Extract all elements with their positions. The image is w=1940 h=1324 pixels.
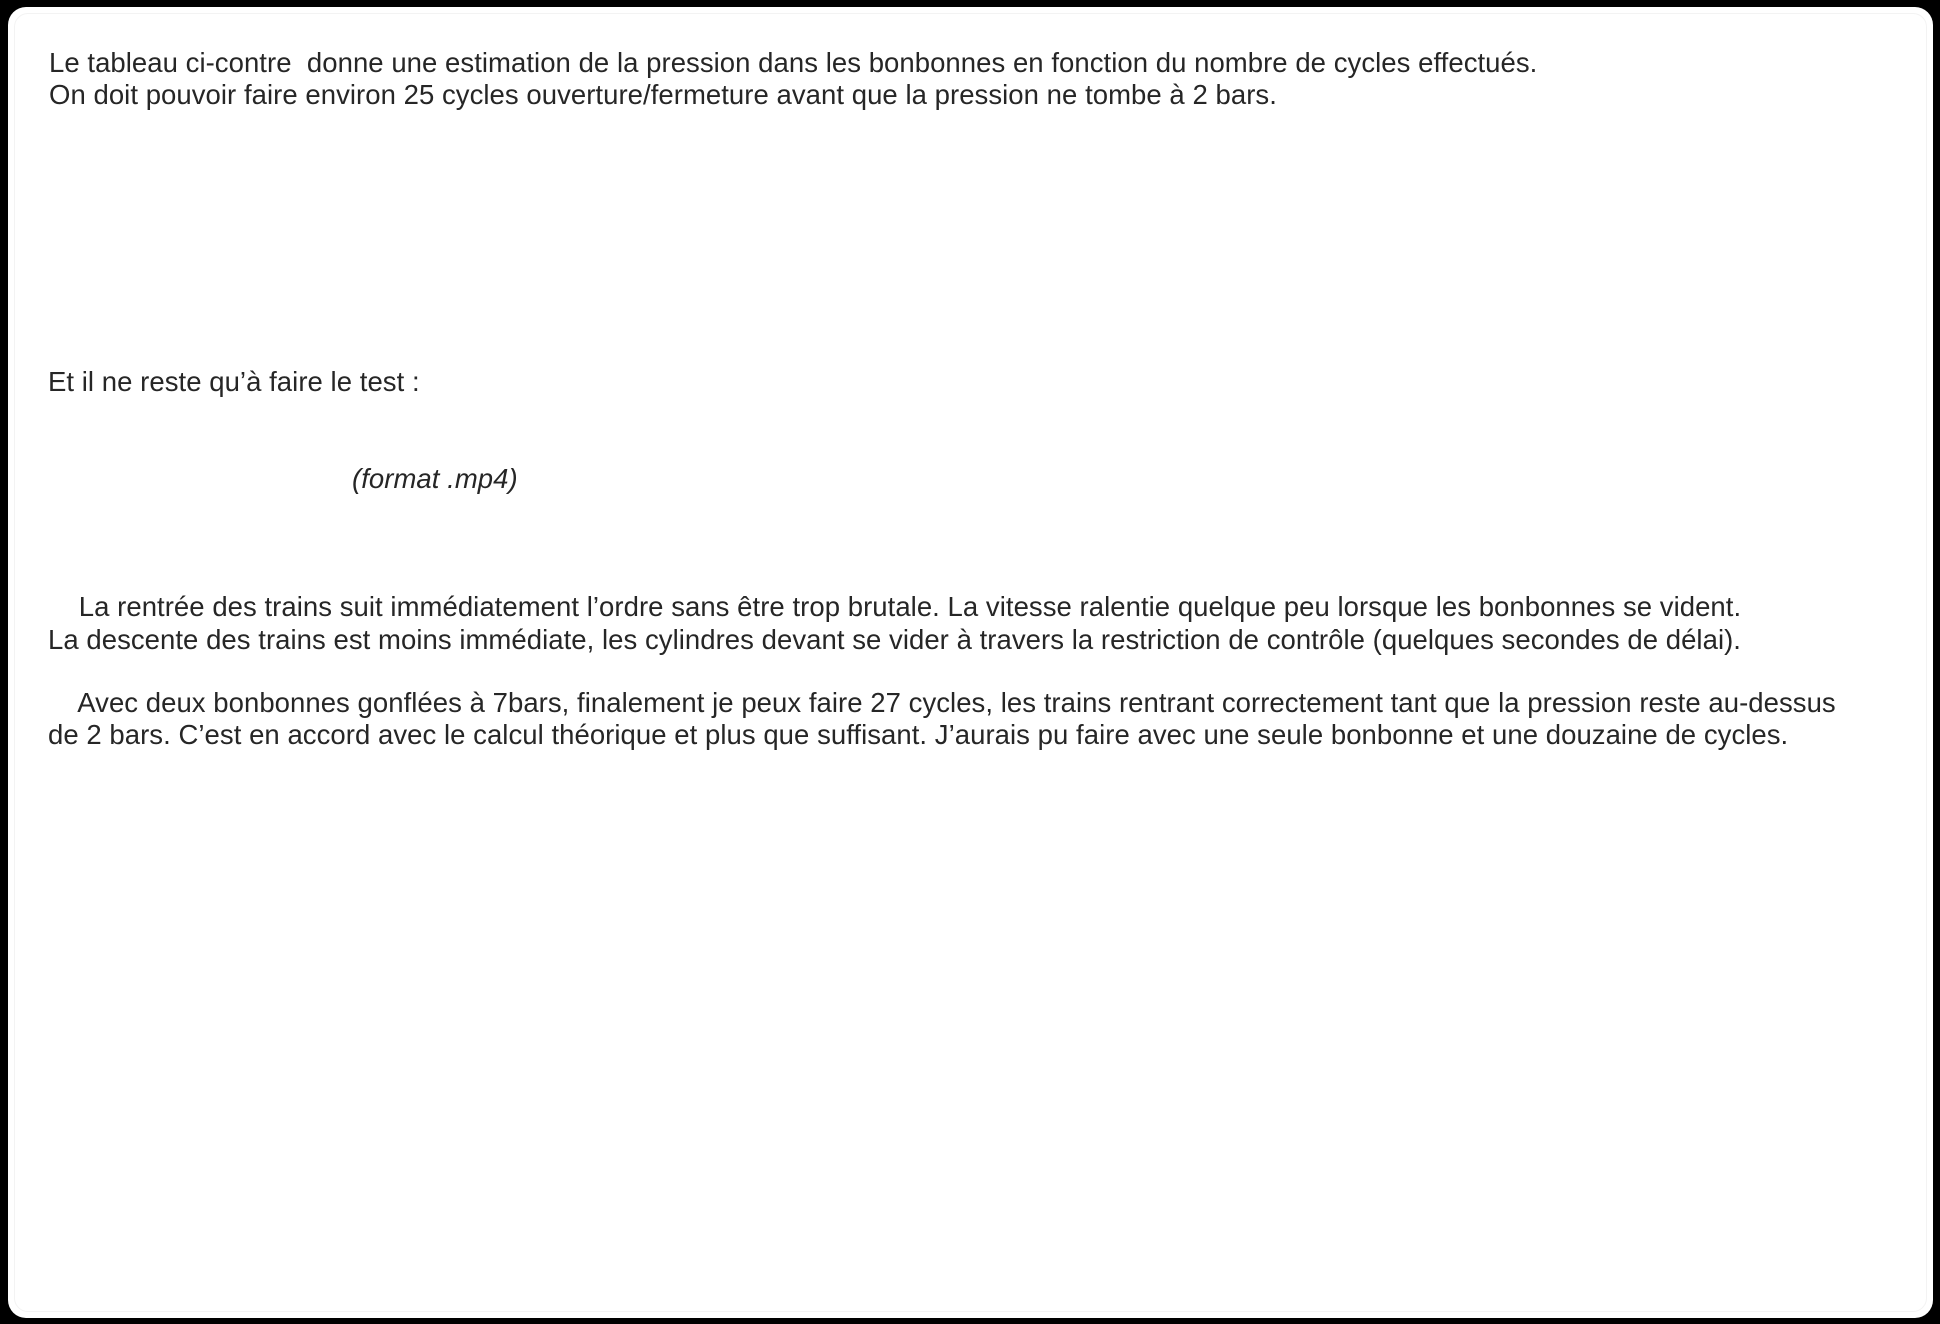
intro-line-1: Le tableau ci-contre donne une estimation de la pression dans les bonbonnes en fonction du nombre de cycles effectués. [49,47,1538,78]
panel-inner-border [14,13,1927,1312]
paragraph-1-line-1: La rentrée des trains suit immédiatement l’ordre sans être trop brutale. La vitesse ralentie quelque peu lorsque les bonbonnes se vident. [48,591,1742,622]
test-heading: Et il ne reste qu’à faire le test : [48,366,420,397]
paragraph-1-line-2: La descente des trains est moins immédiate, les cylindres devant se vider à travers la restriction de contrôle (quelques secondes de délai). [48,624,1741,655]
video-format-caption: (format .mp4) [352,463,518,494]
document-panel [8,7,1933,1318]
intro-line-2: On doit pouvoir faire environ 25 cycles ouverture/fermeture avant que la pression ne tombe à 2 bars. [49,79,1277,110]
paragraph-2-line-1: Avec deux bonbonnes gonflées à 7bars, finalement je peux faire 27 cycles, les trains rentrant correctement tant que la pression reste au-dessus [48,687,1836,718]
paragraph-2-line-2: de 2 bars. C’est en accord avec le calcul théorique et plus que suffisant. J’aurais pu faire avec une seule bonbonne et une douzaine de cycles. [48,719,1789,750]
